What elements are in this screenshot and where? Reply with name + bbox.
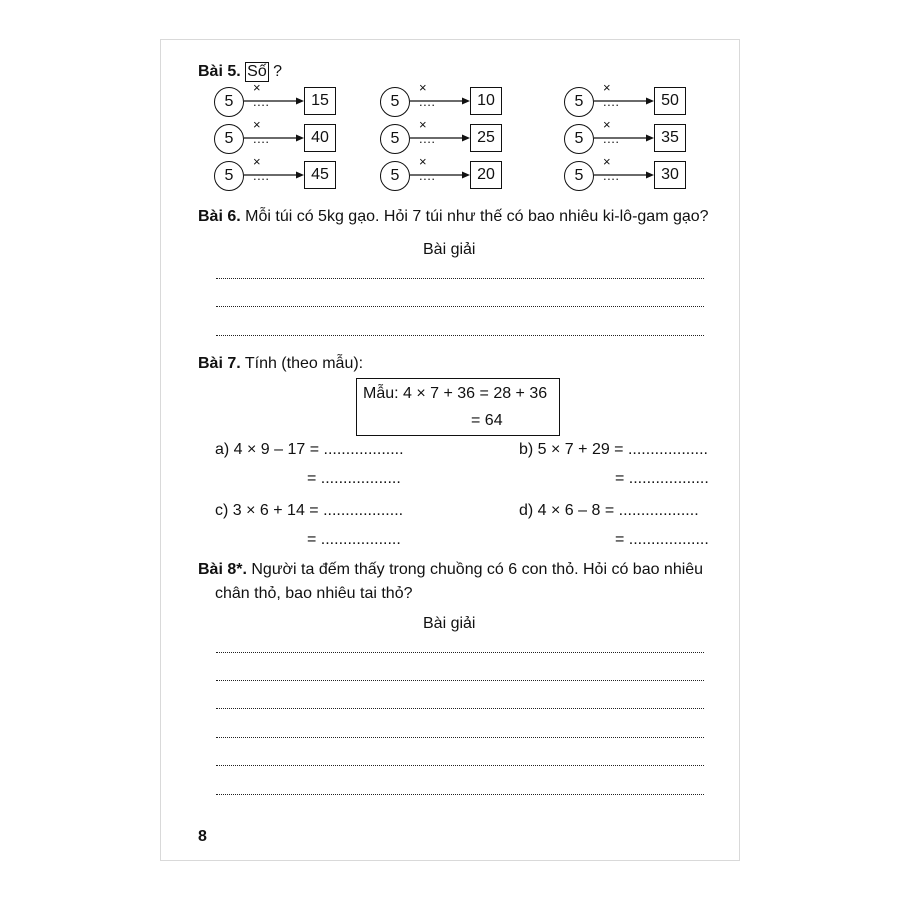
bai5-label: Bài 5. — [198, 63, 241, 80]
start-number-circle: 5 — [380, 124, 410, 154]
sample-line-2: = 64 — [471, 412, 503, 429]
bai6-text: Mỗi túi có 5kg gạo. Hỏi 7 túi như thế có bao nhiêu ki-lô-gam gạo? — [245, 208, 709, 225]
start-number-circle: 5 — [564, 87, 594, 117]
result-number-box: 15 — [304, 87, 336, 115]
result-number-box: 30 — [654, 161, 686, 189]
bai7-item-c: c) 3 × 6 + 14 = .................. — [215, 502, 404, 519]
result-number-box: 35 — [654, 124, 686, 152]
result-number-box: 25 — [470, 124, 502, 152]
multiply-blank: × .... — [603, 80, 620, 109]
multiply-blank: × .... — [253, 154, 270, 183]
answer-line — [216, 306, 704, 307]
answer-line — [216, 335, 704, 336]
arrow-right-icon — [244, 133, 304, 143]
bai8-question-line-1 — [198, 560, 703, 580]
bai7-item-a: a) 4 × 9 – 17 = .................. — [215, 441, 404, 458]
arrow-right-icon — [594, 96, 654, 106]
result-number-box: 20 — [470, 161, 502, 189]
bai5-prompt-end: ? — [273, 63, 283, 80]
bai5-prompt-word: Số — [247, 63, 267, 80]
answer-line — [216, 708, 704, 709]
multiply-blank: × .... — [603, 117, 620, 146]
multiply-blank: × .... — [253, 80, 270, 109]
answer-line — [216, 652, 704, 653]
bai8-text-line-2: chân thỏ, bao nhiêu tai thỏ? — [215, 585, 413, 602]
bai7-item-d-cont: = .................. — [615, 531, 709, 548]
arrow-right-icon — [244, 170, 304, 180]
answer-line — [216, 765, 704, 766]
start-number-circle: 5 — [214, 124, 244, 154]
arrow-right-icon — [410, 133, 470, 143]
bai8-solution-title: Bài giải — [423, 615, 476, 632]
bai5-heading — [198, 62, 282, 82]
bai7-question — [198, 354, 363, 374]
page-number: 8 — [198, 828, 207, 845]
bai7-item-b-cont: = .................. — [615, 470, 709, 487]
start-number-circle: 5 — [380, 161, 410, 191]
sample-box — [356, 378, 560, 436]
bai8-text-line-1: Người ta đếm thấy trong chuồng có 6 con thỏ. Hỏi có bao nhiêu — [251, 561, 704, 578]
bai7-text: Tính (theo mẫu): — [244, 355, 364, 372]
bai7-item-c-cont: = .................. — [307, 531, 401, 548]
start-number-circle: 5 — [564, 124, 594, 154]
result-number-box: 40 — [304, 124, 336, 152]
multiply-blank: × .... — [419, 80, 436, 109]
result-number-box: 50 — [654, 87, 686, 115]
arrow-right-icon — [594, 133, 654, 143]
answer-line — [216, 278, 704, 279]
bai8-label: Bài 8*. — [198, 561, 247, 578]
bai6-solution-title: Bài giải — [423, 241, 476, 258]
bai7-item-d: d) 4 × 6 – 8 = .................. — [519, 502, 699, 519]
start-number-circle: 5 — [380, 87, 410, 117]
multiply-blank: × .... — [603, 154, 620, 183]
sample-line-1: Mẫu: 4 × 7 + 36 = 28 + 36 — [363, 385, 548, 402]
multiply-blank: × .... — [253, 117, 270, 146]
start-number-circle: 5 — [214, 161, 244, 191]
result-number-box: 45 — [304, 161, 336, 189]
arrow-right-icon — [244, 96, 304, 106]
workbook-page — [160, 39, 740, 861]
bai6-label: Bài 6. — [198, 208, 241, 225]
multiply-blank: × .... — [419, 154, 436, 183]
arrow-right-icon — [594, 170, 654, 180]
answer-line — [216, 737, 704, 738]
bai7-item-a-cont: = .................. — [307, 470, 401, 487]
arrow-right-icon — [410, 170, 470, 180]
answer-line — [216, 794, 704, 795]
bai7-item-b: b) 5 × 7 + 29 = .................. — [519, 441, 708, 458]
start-number-circle: 5 — [214, 87, 244, 117]
arrow-right-icon — [410, 96, 470, 106]
start-number-circle: 5 — [564, 161, 594, 191]
bai7-label: Bài 7. — [198, 355, 241, 372]
multiply-blank: × .... — [419, 117, 436, 146]
result-number-box: 10 — [470, 87, 502, 115]
answer-line — [216, 680, 704, 681]
bai6-question — [198, 207, 709, 227]
